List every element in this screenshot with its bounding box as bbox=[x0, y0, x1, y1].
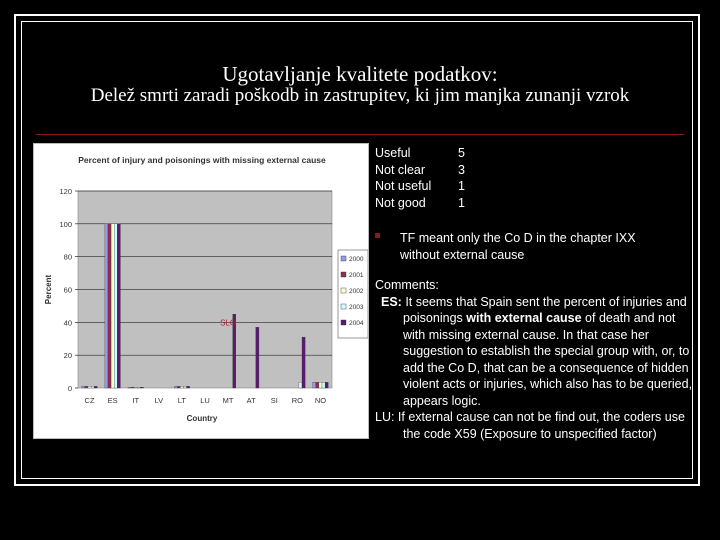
y-axis-label: Percent bbox=[44, 274, 53, 305]
score-row bbox=[375, 145, 465, 162]
title-divider bbox=[36, 134, 684, 135]
x-tick-label: RO bbox=[291, 396, 303, 405]
comments-block bbox=[375, 277, 695, 442]
bar bbox=[313, 382, 316, 388]
legend-swatch bbox=[341, 256, 346, 261]
bar bbox=[299, 382, 302, 388]
note-text: TF meant only the Co D in the chapter IXX without external cause bbox=[400, 231, 636, 262]
bar bbox=[322, 382, 325, 388]
y-tick-label: 20 bbox=[63, 351, 72, 361]
bar bbox=[85, 386, 88, 388]
bar bbox=[140, 387, 143, 388]
x-tick-label: ES bbox=[107, 396, 118, 405]
comment-lu-text: If external cause can not be find out, the coders use the code X59 (Exposure to unspecified factor) bbox=[394, 410, 685, 441]
bar bbox=[256, 327, 259, 388]
y-tick-label: 60 bbox=[63, 285, 72, 295]
x-tick-label: MT bbox=[222, 396, 234, 405]
bar bbox=[174, 386, 177, 388]
bar bbox=[177, 386, 180, 388]
comment-es bbox=[375, 294, 695, 410]
chart-annotation: SLO bbox=[220, 318, 237, 328]
legend-label: 2000 bbox=[349, 256, 364, 263]
score-value: 5 bbox=[458, 146, 465, 160]
comment-lu bbox=[375, 409, 695, 442]
y-tick-label: 40 bbox=[63, 318, 72, 328]
bar bbox=[105, 224, 108, 388]
x-tick-label: AT bbox=[246, 396, 256, 405]
bar bbox=[111, 224, 114, 388]
score-label: Not clear bbox=[375, 162, 426, 177]
bar bbox=[137, 387, 140, 388]
x-axis-label: Country bbox=[186, 414, 218, 423]
legend-label: 2002 bbox=[349, 288, 364, 295]
comment-lu-label: LU: bbox=[375, 410, 395, 424]
y-tick-label: 120 bbox=[59, 187, 72, 196]
bar bbox=[183, 386, 186, 388]
x-tick-label: CZ bbox=[84, 396, 95, 405]
score-value: 3 bbox=[458, 162, 465, 177]
chart-title: Percent of injury and poisonings with missing external cause bbox=[78, 155, 326, 165]
x-tick-label: IT bbox=[132, 396, 140, 405]
score-row bbox=[375, 178, 465, 195]
y-tick-label: 80 bbox=[63, 252, 72, 262]
bar bbox=[128, 387, 131, 388]
bar bbox=[134, 387, 137, 388]
bar bbox=[114, 224, 117, 388]
score-value: 1 bbox=[458, 179, 465, 193]
x-tick-label: LT bbox=[177, 396, 187, 405]
slide-subtitle: Delež smrti zaradi poškodb in zastrupitev, ki jim manjka zunanji vzrok bbox=[90, 85, 630, 106]
legend-swatch bbox=[341, 272, 346, 277]
y-tick-label: 100 bbox=[59, 219, 72, 229]
bar bbox=[187, 386, 190, 388]
x-tick-label: LU bbox=[200, 396, 210, 405]
square-bullet-icon bbox=[375, 233, 380, 238]
y-tick-label: 0 bbox=[67, 384, 72, 393]
legend-swatch bbox=[341, 304, 346, 309]
score-label: Not useful bbox=[375, 179, 432, 193]
comments-heading: Comments: bbox=[375, 278, 439, 292]
bar bbox=[117, 224, 120, 388]
bar bbox=[131, 387, 134, 388]
bar-chart bbox=[34, 144, 368, 438]
x-tick-label: LV bbox=[154, 396, 164, 405]
comment-es-label: ES: bbox=[381, 294, 402, 309]
legend-swatch bbox=[341, 288, 346, 293]
legend-label: 2001 bbox=[349, 272, 364, 279]
bar bbox=[325, 382, 328, 388]
bar bbox=[180, 386, 183, 388]
bar bbox=[319, 382, 322, 388]
legend-label: 2003 bbox=[349, 304, 364, 311]
legend-swatch bbox=[341, 320, 346, 325]
x-tick-label: SI bbox=[270, 396, 278, 405]
score-value: 1 bbox=[458, 195, 465, 210]
score-row bbox=[375, 162, 465, 179]
score-row bbox=[375, 195, 465, 212]
bar bbox=[316, 382, 319, 388]
legend-label: 2004 bbox=[349, 320, 364, 327]
score-label: Not good bbox=[375, 195, 426, 210]
bar bbox=[82, 386, 85, 388]
bar bbox=[91, 386, 94, 388]
comment-es-bold: with external cause bbox=[466, 311, 582, 325]
bar bbox=[302, 337, 305, 388]
x-tick-label: NO bbox=[314, 396, 327, 405]
score-list bbox=[375, 145, 465, 211]
slide-title: Ugotavljanje kvalitete podatkov: bbox=[222, 62, 498, 86]
score-label: Useful bbox=[375, 146, 411, 160]
bar bbox=[108, 224, 111, 388]
comment-es-text-1: It seems that Spain sent the percent of injuries and poisonings bbox=[401, 294, 687, 325]
note-bullet-item bbox=[375, 230, 675, 263]
bar bbox=[88, 386, 91, 388]
bar bbox=[94, 386, 97, 388]
comment-es-text-2: of death and not with missing external cause. In that case her suggestion to establish the special group with, or, to add the Co D, that can be a consequence of hidden violent acts or injuries, which also has to be queried, appears logic. bbox=[403, 311, 693, 408]
chart-panel bbox=[33, 143, 369, 439]
